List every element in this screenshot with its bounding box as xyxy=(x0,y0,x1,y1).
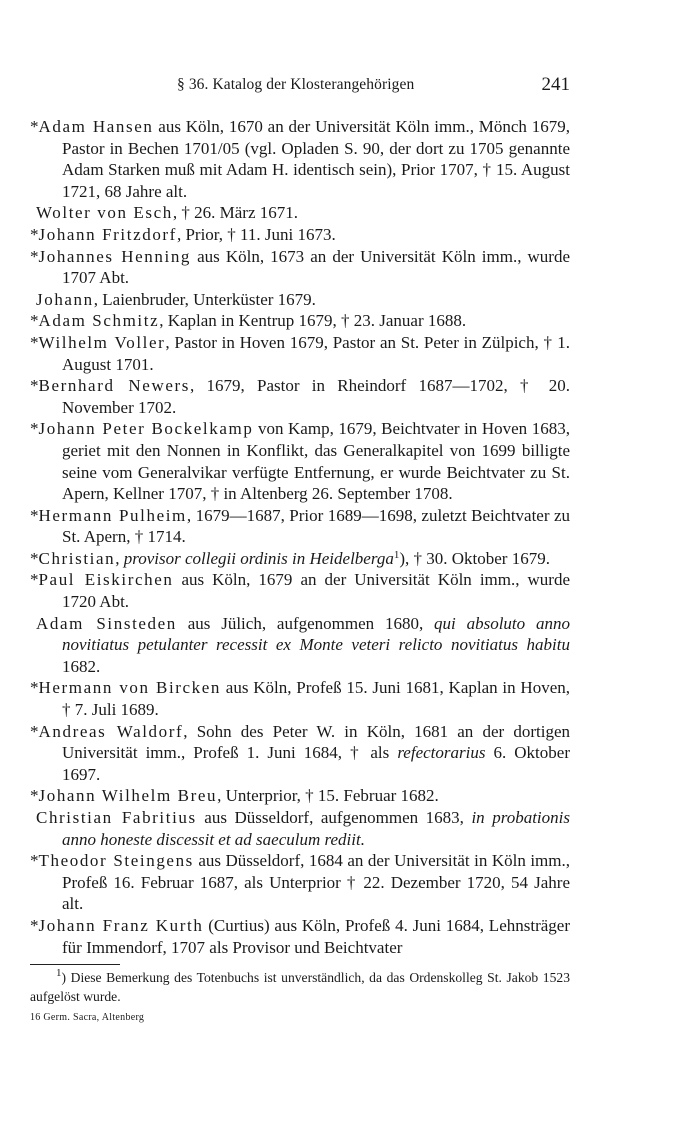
entry-star: * xyxy=(30,548,39,568)
entry-name: Christian Fabritius xyxy=(36,808,197,827)
entry-star: * xyxy=(30,117,39,136)
printer-signature: 16 Germ. Sacra, Altenberg xyxy=(30,1012,145,1023)
entry-text-end: 1682. xyxy=(62,656,101,676)
entry-latin-text: qui absoluto anno novitiatus petulanter recessit ex Monte veteri relicto novitiatus habitu xyxy=(62,613,570,655)
entry-text: , 1679—1687, Prior 1689—1698, zuletzt Beichtvater zu St. Apern, † 1714. xyxy=(62,505,571,547)
entry-name: Wolter von Esch xyxy=(36,203,173,223)
footnote-reference: 1 xyxy=(393,548,400,561)
footnotes xyxy=(30,968,570,1006)
entry-text: ), † 30. Oktober 1679. xyxy=(399,548,550,568)
entry-adam-sinsteden xyxy=(30,613,570,678)
entry-text-end: 6. Oktober 1697. xyxy=(62,743,570,784)
entry-text: aus Jülich, aufgenommen 1680, xyxy=(176,613,435,633)
entry-text: , † 26. März 1671. xyxy=(172,203,299,223)
entry-star: * xyxy=(30,721,39,741)
entry-text: , Laienbruder, Unterküster 1679. xyxy=(93,289,316,309)
entry-hermann-pulheim xyxy=(30,505,570,548)
entry-latin-text: refectorarius xyxy=(397,743,486,763)
entry-wilhelm-voller xyxy=(30,332,570,375)
entry-johann-laienbruder xyxy=(30,289,570,311)
entry-latin-text: provisor collegii ordinis in Heidelberga xyxy=(123,548,394,568)
entry-text: aus Köln, 1673 an der Universität Köln imm., wurde 1707 Abt. xyxy=(62,246,571,288)
entry-name: Andreas Waldorf xyxy=(38,721,184,741)
entry-name: Christian xyxy=(38,548,116,568)
entry-andreas-waldorf xyxy=(30,721,570,786)
entry-text: aus Düsseldorf, 1684 an der Universität in Köln imm., Profeß 16. Februar 1687, als Unterprior † 22. Dezember 1720, 54 Jahre alt. xyxy=(62,851,570,914)
entry-text: , Kaplan in Kentrup 1679, † 23. Januar 1688. xyxy=(159,311,467,331)
entry-name: Adam Sinsteden xyxy=(36,613,177,633)
entry-name: Johannes Henning xyxy=(38,246,192,266)
entry-christian: *Christian, provisor collegii ordinis in Heidelberga$^1$), † 30. Oktober 1679. xyxy=(30,548,550,568)
entry-bernhard-newers xyxy=(30,375,570,418)
entry-name: Johann xyxy=(36,289,94,309)
entry-text: , 1679, Pastor in Rheindorf 1687—1702, † 20. November 1702. xyxy=(62,376,570,417)
entry-name: Wilhelm Voller xyxy=(38,332,166,352)
entry-star: * xyxy=(30,376,39,396)
entry-adam-schmitz xyxy=(30,310,570,332)
footnote-mark: 1 xyxy=(56,967,62,979)
entry-name: Johann Fritzdorf xyxy=(38,224,177,244)
entry-name: Johann Wilhelm Breu xyxy=(38,786,218,806)
entry-johann-peter-bockelkamp xyxy=(30,418,570,504)
entry-star: * xyxy=(30,915,39,935)
entry-text: aus Köln, 1679 an der Universität Köln imm., wurde 1720 Abt. xyxy=(62,570,571,612)
footnote-divider xyxy=(30,964,120,965)
entry-name: Bernhard Newers xyxy=(38,376,190,396)
entry-name: Paul Eiskirchen xyxy=(38,570,174,590)
entry-text: , Prior, † 11. Juni 1673. xyxy=(176,224,336,244)
entry-star: * xyxy=(30,419,39,439)
catalog-body xyxy=(30,116,570,958)
entry-text: aus Köln, 1670 an der Universität Köln imm., Mönch 1679, Pastor in Bechen 1701/05 (vgl. Opladen S. 90, der dort zu 1705 genannte Adam Starken muß mit Adam H. identisch sein), Prior 1707, † 15. August 1721, 68 Jahre alt. xyxy=(62,117,571,201)
entry-star: * xyxy=(30,332,39,352)
running-head: § 36. Katalog der Klosterangehörigen xyxy=(177,76,415,93)
entry-hermann-von-bircken xyxy=(30,677,570,720)
entry-star: * xyxy=(30,678,39,698)
entry-star: * xyxy=(30,851,39,871)
entry-christian-fabritius xyxy=(30,807,570,850)
entry-star: * xyxy=(30,570,39,590)
entry-name: Hermann von Bircken xyxy=(38,678,222,698)
entry-name: Theodor Steingens xyxy=(38,851,194,871)
entry-name: Johann Franz Kurth xyxy=(38,915,204,935)
entry-name: Hermann Pulheim xyxy=(38,505,187,525)
entry-johann-franz-kurth xyxy=(30,915,570,958)
entry-name: Adam Schmitz xyxy=(38,311,160,331)
entry-text: aus Düsseldorf, aufgenommen 1683, xyxy=(196,808,472,827)
entry-johann-wilhelm-breu xyxy=(30,785,570,807)
entry-johann-fritzdorf xyxy=(30,224,570,246)
entry-text: von Kamp, 1679, Beichtvater in Hoven 1683, geriet mit den Nonnen in Konflikt, das Generalkapitel von 1699 billigte seine vom Generalvikar verfügte Entfernung, er wurde Beichtvater zu St. Apern, Kellner 1707, † in Altenberg 26. September 1708. xyxy=(62,419,570,504)
entry-text: , Unterprior, † 15. Februar 1682. xyxy=(217,786,439,806)
entry-text: , Pastor in Hoven 1679, Pastor an St. Peter in Zülpich, † 1. August 1701. xyxy=(62,332,570,374)
entry-wolter-von-esch xyxy=(30,202,570,224)
entry-star: * xyxy=(30,246,39,266)
entry-star: * xyxy=(30,786,39,806)
entry-latin-text: in probationis anno honeste discessit et ad saeculum rediit. xyxy=(62,808,570,849)
entry-johannes-henning xyxy=(30,246,570,289)
page-number: 241 xyxy=(541,74,570,95)
entry-name: Adam Hansen xyxy=(38,117,154,136)
entry-text: , Sohn des Peter W. in Köln, 1681 an der dortigen Universität imm., Profeß 1. Juni 1684, † als xyxy=(62,721,570,763)
entry-paul-eiskirchen xyxy=(30,569,570,612)
footnote-1 xyxy=(30,968,570,1006)
entry-text: aus Köln, Profeß 15. Juni 1681, Kaplan in Hoven, † 7. Juli 1689. xyxy=(62,678,570,720)
entry-theodor-steingens xyxy=(30,850,570,915)
footnote-text: ) Diese Bemerkung des Totenbuchs ist unverständlich, da das Ordenskolleg St. Jakob 1523 aufgelöst wurde. xyxy=(30,970,570,1004)
entry-text: (Curtius) aus Köln, Profeß 4. Juni 1684, Lehnsträger für Immendorf, 1707 als Provisor und Beichtvater xyxy=(62,915,570,957)
entry-star: * xyxy=(30,224,39,244)
entry-star: * xyxy=(30,505,39,525)
entry-star: * xyxy=(30,311,39,331)
entry-name: Johann Peter Bockelkamp xyxy=(38,419,254,439)
page-header xyxy=(30,76,570,100)
entry-adam-hansen xyxy=(30,116,570,202)
